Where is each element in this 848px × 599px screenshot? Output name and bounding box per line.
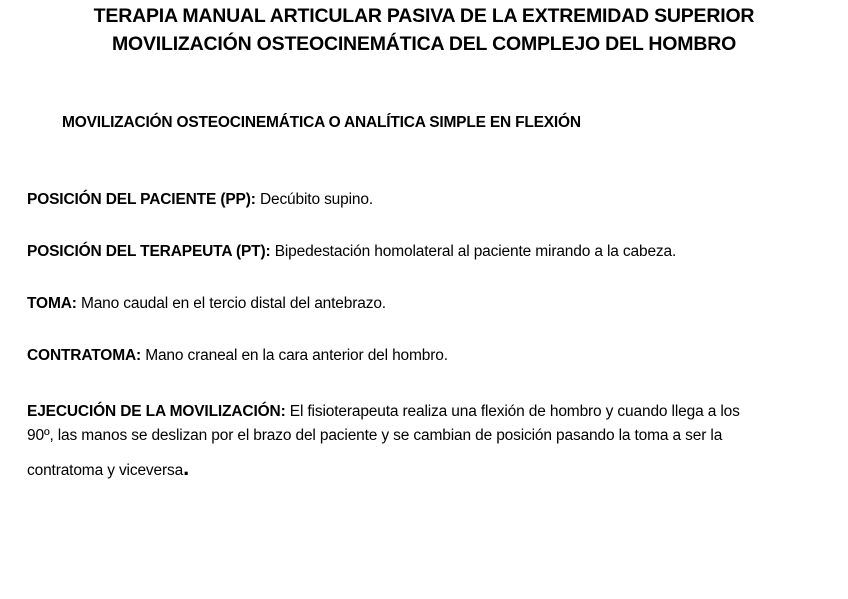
document-title bbox=[0, 2, 848, 58]
therapist-position-value: Bipedestación homolateral al paciente mirando a la cabeza. bbox=[274, 243, 677, 260]
ejecucion-value-line-1: El fisioterapeuta realiza una flexión de hombro y cuando llega a los bbox=[289, 403, 740, 420]
ejecucion-line-2 bbox=[27, 424, 825, 448]
patient-position-field bbox=[27, 189, 827, 211]
contratoma-value: Mano craneal en la cara anterior del hombro. bbox=[145, 347, 448, 364]
therapist-position-label: POSICIÓN DEL TERAPEUTA (PT): bbox=[27, 243, 271, 260]
ejecucion-field bbox=[27, 400, 825, 483]
section-heading: MOVILIZACIÓN OSTEOCINEMÁTICA O ANALÍTICA SIMPLE EN FLEXIÓN bbox=[62, 114, 581, 131]
ejecucion-value-line-3: contratoma y viceversa bbox=[27, 462, 184, 479]
therapist-position-field bbox=[27, 241, 827, 263]
toma-label: TOMA: bbox=[27, 295, 77, 312]
ejecucion-value-line-2: 90º, las manos se deslizan por el brazo del paciente y se cambian de posición pasando la toma a ser la bbox=[27, 427, 723, 444]
contratoma-field bbox=[27, 345, 827, 367]
ejecucion-line-1 bbox=[27, 400, 825, 424]
title-line-1: TERAPIA MANUAL ARTICULAR PASIVA DE LA EXTREMIDAD SUPERIOR bbox=[93, 5, 755, 27]
ejecucion-line-3 bbox=[27, 455, 825, 483]
contratoma-label: CONTRATOMA: bbox=[27, 347, 142, 364]
ejecucion-end-mark: . bbox=[183, 455, 190, 480]
toma-value: Mano caudal en el tercio distal del antebrazo. bbox=[80, 295, 386, 312]
patient-position-label: POSICIÓN DEL PACIENTE (PP): bbox=[27, 191, 256, 208]
title-line-2: MOVILIZACIÓN OSTEOCINEMÁTICA DEL COMPLEJO DEL HOMBRO bbox=[111, 33, 737, 55]
patient-position-value: Decúbito supino. bbox=[259, 191, 374, 208]
toma-field bbox=[27, 293, 827, 315]
ejecucion-label: EJECUCIÓN DE LA MOVILIZACIÓN: bbox=[27, 403, 286, 420]
